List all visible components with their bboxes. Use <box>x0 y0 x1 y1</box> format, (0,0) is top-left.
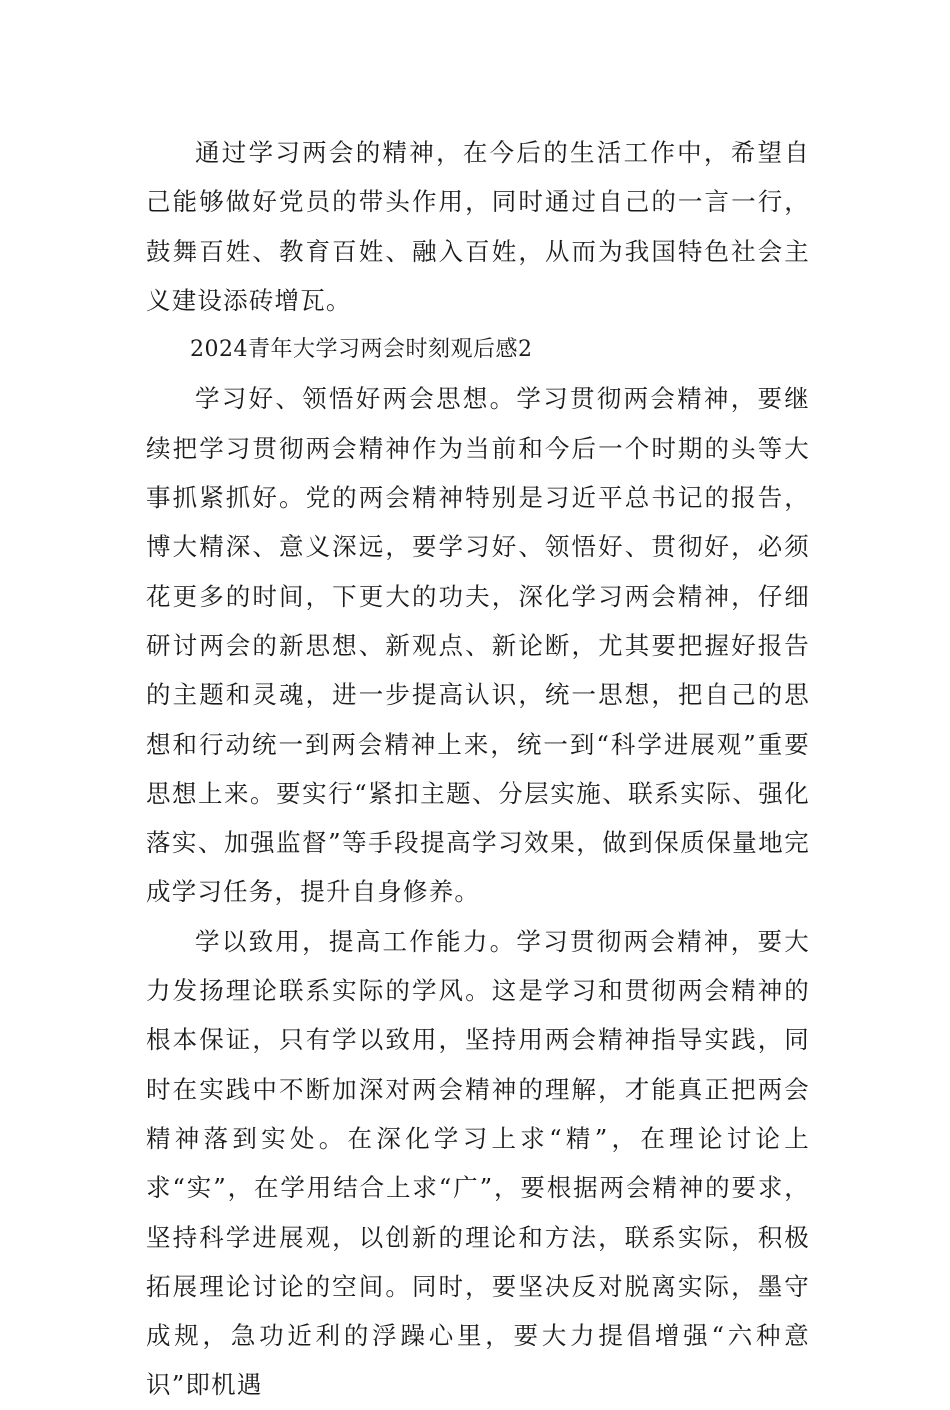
paragraph-apply-learning: 学以致用，提高工作能力。学习贯彻两会精神，要大力发扬理论联系实际的学风。这是学习和贯彻两会精神的根本保证，只有学以致用，坚持用两会精神指导实践，同时在实践中不断加深对两会精神的理解，才能真正把两会精神落到实处。在深化学习上求“精”，在理论讨论上求“实”，在学用结合上求“广”，要根据两会精神的要求，坚持科学进展观，以创新的理论和方法，联系实际，积极拓展理论讨论的空间。同时，要坚决反对脱离实际，墨守成规，急功近利的浮躁心里，要大力提倡增强“六种意识”即机遇 <box>146 926 810 1400</box>
section-heading: 2024青年大学习两会时刻观后感2 <box>190 337 533 363</box>
paragraph-study-understand: 学习好、领悟好两会思想。学习贯彻两会精神，要继续把学习贯彻两会精神作为当前和今后一个时期的头等大事抓紧抓好。党的两会精神特别是习近平总书记的报告，博大精深、意义深远，要学习好、领悟好、贯彻好，必须花更多的时间，下更大的功夫，深化学习两会精神，仔细研讨两会的新思想、新观点、新论断，尤其要把握好报告的主题和灵魂，进一步提高认识，统一思想，把自己的思想和行动统一到两会精神上来，统一到“科学进展观”重要思想上来。要实行“紧扣主题、分层实施、联系实际、强化落实、加强监督”等手段提高学习效果，做到保质保量地完成学习任务，提升自身修养。 <box>146 384 810 907</box>
paragraph-closing: 通过学习两会的精神，在今后的生活工作中，希望自己能够做好党员的带头作用，同时通过自己的一言一行，鼓舞百姓、教育百姓、融入百姓，从而为我国特色社会主义建设添砖增瓦。 <box>146 138 810 315</box>
document-body <box>146 128 810 1410</box>
